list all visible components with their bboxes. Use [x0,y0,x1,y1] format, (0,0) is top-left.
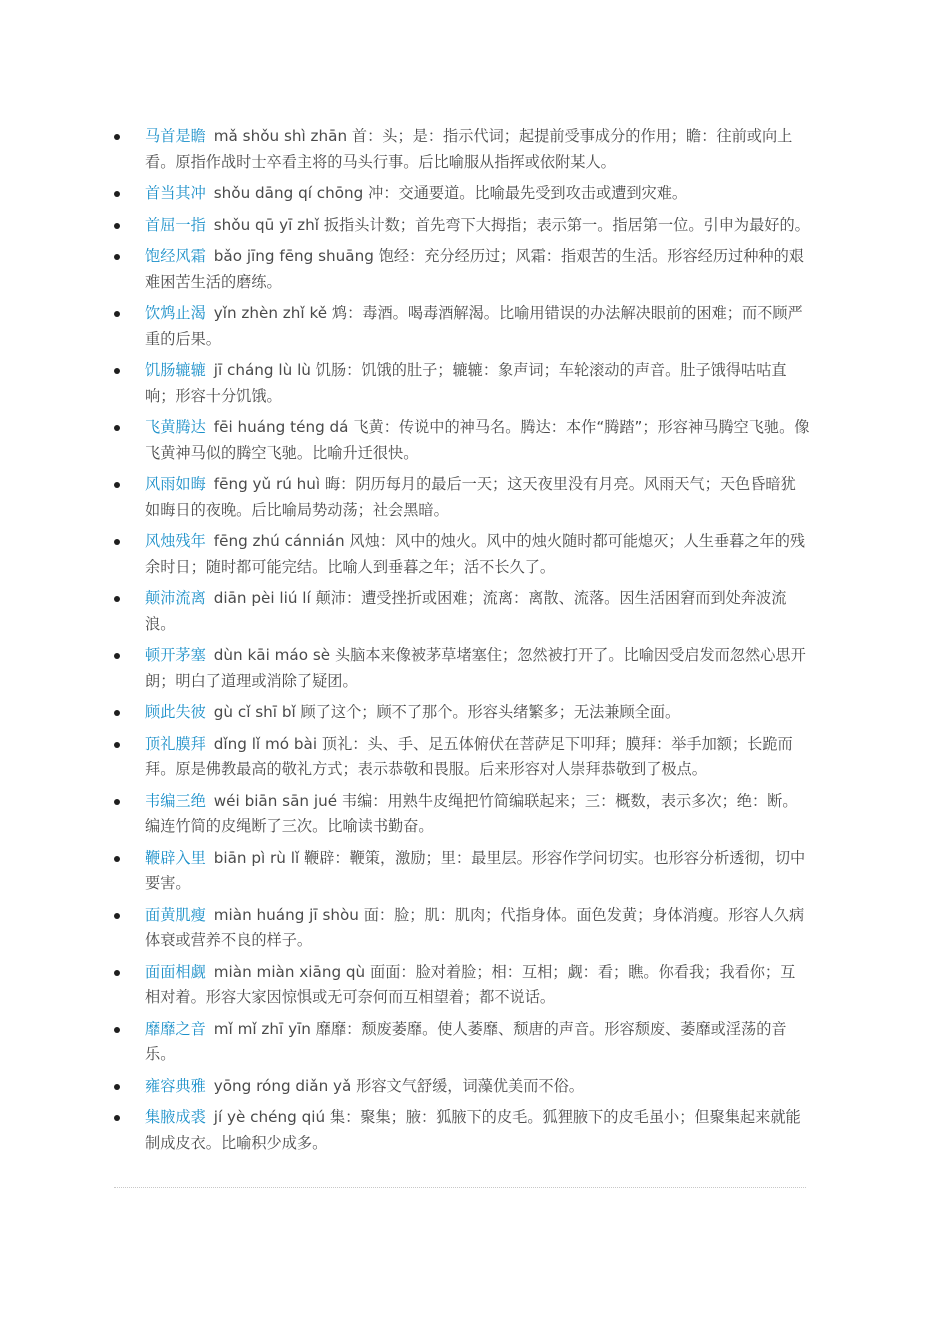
idiom-link[interactable]: 面面相觑 [145,962,206,981]
pinyin-text: mǐ mǐ zhī yīn [213,1019,311,1038]
definition-text: 首：头；是：指示代词；起提前受事成分的作用；瞻：往前或向上看。原指作战时士卒看主将的马头行事。后比喻服从指挥或依附某人。 [145,127,793,171]
bullet-icon [114,1027,120,1033]
list-item [0,358,950,409]
pinyin-text: dǐng lǐ mó bài [213,734,318,753]
list-item [0,1105,950,1156]
bullet-icon [114,539,120,545]
definition-text: 头脑本来像被茅草堵塞住；忽然被打开了。比喻因受启发而忽然心思开朗；明白了道理或消除了疑团。 [145,646,806,690]
bullet-icon [114,1084,120,1090]
pinyin-text: fēi huáng téng dá [213,418,349,436]
idiom-link[interactable]: 鞭辟入里 [145,848,206,867]
definition-text: 风烛：风中的烛火。风中的烛火随时都可能熄灭；人生垂暮之年的残余时日；随时都可能完结。比喻人到垂暮之年；活不长久了。 [145,532,806,576]
pinyin-text: yǐn zhèn zhǐ kě [213,304,328,322]
bottom-divider [114,1187,806,1188]
definition-text: 面面：脸对着脸；相：互相；觑：看；瞧。你看我；我看你；互相对着。形容大家因惊惧或无可奈何而互相望着；都不说话。 [145,962,796,1006]
list-item [0,700,950,726]
pinyin-text: yōng róng diǎn yǎ [213,1076,352,1095]
idiom-link[interactable]: 面黄肌瘦 [145,905,206,924]
pinyin-text: shǒu dāng qí chōng [213,184,364,202]
list-item [0,1017,950,1068]
idiom-link[interactable]: 顿开茅塞 [145,646,206,664]
idiom-link[interactable]: 风雨如晦 [145,475,206,493]
idiom-link[interactable]: 首屈一指 [145,215,206,234]
idiom-link[interactable]: 饮鸩止渴 [145,304,206,322]
idiom-link[interactable]: 风烛残年 [145,532,206,550]
definition-text: 面：脸；肌：肌肉；代指身体。面色发黄；身体消瘦。形容人久病体衰或营养不良的样子。 [145,905,805,949]
bullet-icon [114,368,120,374]
bullet-icon [114,596,120,602]
list-item [0,846,950,897]
bullet-icon [114,742,120,748]
list-item [0,244,950,295]
definition-text: 顾了这个；顾不了那个。形容头绪繁多；无法兼顾全面。 [300,703,681,721]
pinyin-text: miàn huáng jī shòu [213,905,359,924]
pinyin-text: mǎ shǒu shì zhān [213,127,348,145]
idiom-link[interactable]: 颠沛流离 [145,589,206,607]
idiom-link[interactable]: 雍容典雅 [145,1076,206,1095]
pinyin-text: gù cǐ shī bǐ [213,703,296,721]
bullet-icon [114,799,120,805]
definition-text: 晦：阴历每月的最后一天；这天夜里没有月亮。风雨天气；天色昏暗犹如晦日的夜晚。后比喻局势动荡；社会黑暗。 [145,475,796,519]
pinyin-text: biān pì rù lǐ [213,848,300,867]
idiom-link[interactable]: 靡靡之音 [145,1019,206,1038]
pinyin-text: dùn kāi máo sè [213,646,331,664]
idiom-link[interactable]: 马首是瞻 [145,127,206,145]
pinyin-text: diān pèi liú lí [213,589,311,607]
idiom-link[interactable]: 集腋成裘 [145,1108,206,1126]
bullet-icon [114,1115,120,1121]
list-item [0,529,950,580]
list-item [0,643,950,694]
idiom-link[interactable]: 飞黄腾达 [145,418,206,436]
list-item [0,960,950,1011]
definition-text: 靡靡：颓废萎靡。使人萎靡、颓唐的声音。形容颓废、萎靡或淫荡的音乐。 [145,1019,787,1063]
list-item [0,1074,950,1100]
definition-text: 扳指头计数；首先弯下大拇指；表示第一。指居第一位。引申为最好的。 [323,215,810,234]
bullet-icon [114,482,120,488]
list-item [0,415,950,466]
list-item [0,124,950,175]
bullet-icon [114,311,120,317]
list-item [0,903,950,954]
idiom-list [0,124,950,1162]
pinyin-text: miàn miàn xiāng qù [213,962,366,981]
definition-text: 颠沛：遭受挫折或困难；流离：离散、流落。因生活困窘而到处奔波流浪。 [145,589,787,633]
bullet-icon [114,134,120,140]
idiom-link[interactable]: 顾此失彼 [145,703,206,721]
idiom-link[interactable]: 韦编三绝 [145,791,206,810]
pinyin-text: wéi biān sān jué [213,791,338,810]
list-item [0,213,950,239]
pinyin-text: jí yè chéng qiú [213,1108,326,1126]
definition-text: 饱经：充分经历过；风霜：指艰苦的生活。形容经历过种种的艰难困苦生活的磨练。 [145,247,804,291]
bullet-icon [114,254,120,260]
idiom-link[interactable]: 首当其冲 [145,184,206,202]
list-item [0,732,950,783]
bullet-icon [114,425,120,431]
list-item [0,181,950,207]
definition-text: 鞭辟：鞭策，激励；里：最里层。形容作学问切实。也形容分析透彻，切中要害。 [145,848,806,892]
definition-text: 飞黄：传说中的神马名。腾达：本作“腾踏”；形容神马腾空飞驰。像飞黄神马似的腾空飞驰。比喻升迁很快。 [145,418,810,462]
list-item [0,586,950,637]
bullet-icon [114,913,120,919]
pinyin-text: bǎo jīng fēng shuāng [213,247,374,265]
definition-text: 鸩：毒酒。喝毒酒解渴。比喻用错误的办法解决眼前的困难；而不顾严重的后果。 [145,304,803,348]
bullet-icon [114,653,120,659]
idiom-link[interactable]: 饥肠辘辘 [145,361,206,379]
idiom-link[interactable]: 饱经风霜 [145,247,206,265]
pinyin-text: jī cháng lù lù [213,361,311,379]
bullet-icon [114,223,120,229]
list-item [0,789,950,840]
definition-text: 冲：交通要道。比喻最先受到攻击或遭到灾难。 [368,184,688,202]
definition-text: 韦编：用熟牛皮绳把竹简编联起来；三：概数，表示多次；绝：断。编连竹简的皮绳断了三次。比喻读书勤奋。 [145,791,798,835]
definition-text: 集：聚集；腋：狐腋下的皮毛。狐狸腋下的皮毛虽小；但聚集起来就能制成皮衣。比喻积少成多。 [145,1108,801,1152]
idiom-link[interactable]: 顶礼膜拜 [145,734,206,753]
definition-text: 饥肠：饥饿的肚子；辘辘：象声词；车轮滚动的声音。肚子饿得咕咕直响；形容十分饥饿。 [145,361,787,405]
list-item [0,301,950,352]
pinyin-text: fēng yǔ rú huì [213,475,321,493]
bullet-icon [114,191,120,197]
definition-text: 顶礼：头、手、足五体俯伏在菩萨足下叩拜；膜拜：举手加额；长跪而拜。原是佛教最高的敬礼方式；表示恭敬和畏服。后来形容对人崇拜恭敬到了极点。 [145,734,793,778]
bullet-icon [114,710,120,716]
bullet-icon [114,970,120,976]
list-item [0,472,950,523]
definition-text: 形容文气舒缓，词藻优美而不俗。 [356,1076,584,1095]
bullet-icon [114,856,120,862]
pinyin-text: fēng zhú cánnián [213,532,345,550]
pinyin-text: shǒu qū yī zhǐ [213,215,319,234]
